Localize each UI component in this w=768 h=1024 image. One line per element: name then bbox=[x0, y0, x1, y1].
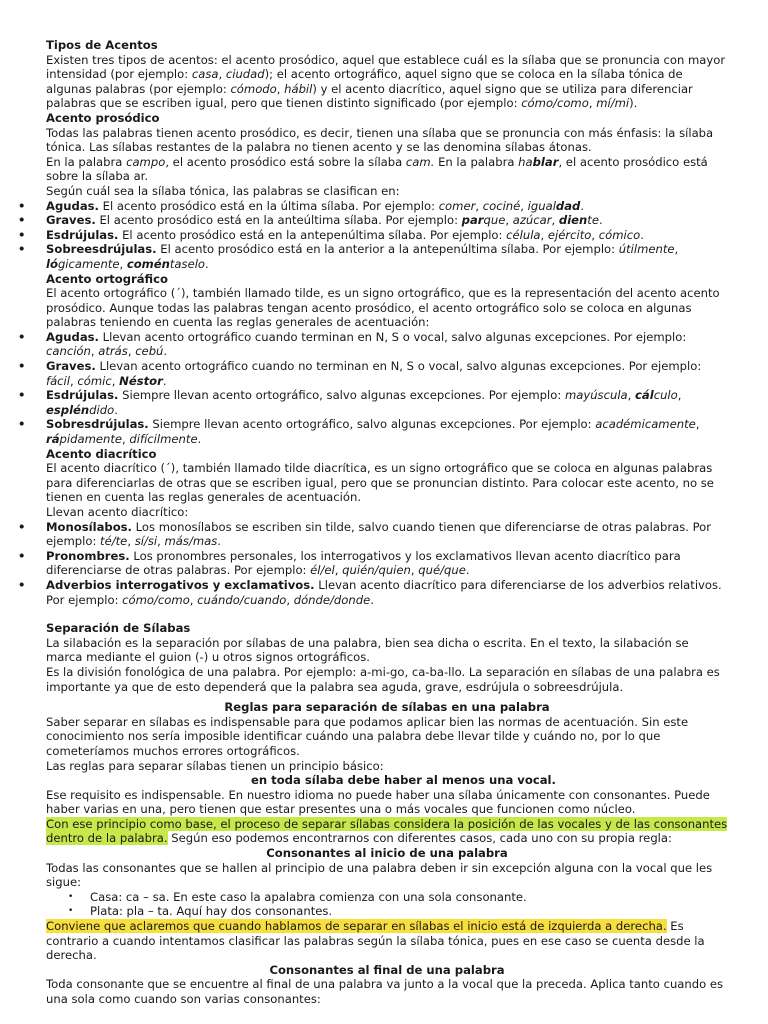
example: sí/si bbox=[134, 534, 158, 549]
example: quién/quien bbox=[342, 563, 411, 578]
text: ); el acento ortográfico, aquel signo que se coloca en la sílaba tónica de algunas palabras (por ejemplo: bbox=[46, 67, 683, 96]
paragraph-separacion-1: La silabación es la separación por sílabas de una palabra, bien sea dicha o escrita. En el texto, la silabación se marca mediante el guion (-) u otros signos ortográficos. bbox=[46, 635, 689, 665]
item-label: Sobresdrújulas. bbox=[46, 417, 149, 432]
item-label: Adverbios interrogativos y exclamativos. bbox=[46, 577, 315, 592]
text: ) y el acento diacrítico, aquel signo que se utiliza para diferenciar palabras que se escriben igual, pero que tienen distinto significado (por ejemplo: bbox=[46, 81, 693, 111]
item-label: Esdrújulas. bbox=[46, 227, 119, 242]
text: . bbox=[640, 227, 644, 242]
paragraph-principio-basico: en toda sílaba debe haber al menos una vocal. bbox=[251, 773, 556, 788]
list-item bbox=[46, 199, 728, 214]
example: canción bbox=[46, 344, 91, 359]
text: . bbox=[580, 198, 585, 213]
highlighted-text: Con ese principio como base, el proceso de separar sílabas considera la posición de las vocales y de las consonantes dentro de la palabra. bbox=[46, 816, 728, 846]
text: El acento prosódico está en la última sílaba. Por ejemplo: bbox=[98, 198, 439, 213]
text: Llevan acento ortográfico cuando terminan en N, S o vocal, salvo algunas excepciones. Por ejemplo: bbox=[98, 329, 687, 344]
example: cómodo bbox=[230, 81, 277, 96]
sep: , bbox=[127, 534, 135, 549]
sep: , bbox=[677, 388, 682, 403]
paragraph-ortografico-1: El acento ortográfico (´), también llamado tilde, es un signo ortográfico, que es la representación del acento acento prosódico. Aunque todas las palabras tengan acento prosódico, el acento ortográfico solo se coloca en algunas palabras teniendo en cuenta las reglas generales de acentuación: bbox=[46, 286, 720, 330]
example: azúcar bbox=[512, 213, 552, 228]
text: Llevan acento diacrítico para diferenciarse de los adverbios relativos. Por ejemplo: bbox=[46, 577, 722, 607]
list-item bbox=[46, 228, 728, 243]
sep: , bbox=[189, 592, 198, 607]
sep: , bbox=[410, 563, 419, 578]
example: pidamente bbox=[59, 432, 123, 447]
paragraph-diacritico-2: Llevan acento diacrítico: bbox=[46, 505, 189, 519]
example: ejército bbox=[547, 227, 592, 242]
list-item: • Plata: pla – ta. Aquí hay dos consonantes. bbox=[90, 904, 728, 919]
example: más/mas bbox=[164, 534, 218, 549]
example: célula bbox=[506, 227, 541, 242]
text: . bbox=[598, 213, 603, 228]
example: académicamente bbox=[595, 417, 696, 432]
sep: , bbox=[540, 227, 548, 242]
example-stressed: ló bbox=[46, 256, 58, 271]
example: taselo bbox=[169, 256, 206, 271]
example-stressed: Néstor bbox=[119, 373, 163, 388]
text: El acento prosódico está en la anterior a la antepenúltima sílaba. Por ejemplo: bbox=[156, 242, 619, 257]
example: difícilmente bbox=[129, 432, 198, 447]
list-ortografico bbox=[46, 330, 728, 447]
sep: , bbox=[674, 242, 679, 257]
list-prosodico bbox=[46, 199, 728, 272]
example: cebú bbox=[135, 344, 164, 359]
sep: , bbox=[127, 344, 136, 359]
example: campo bbox=[126, 154, 166, 169]
item-label: Graves. bbox=[46, 213, 96, 228]
item-label: Agudas. bbox=[46, 329, 99, 344]
example-stressed: par bbox=[461, 213, 484, 228]
item-label: Pronombres. bbox=[46, 548, 130, 563]
example: cómo/como bbox=[521, 96, 589, 111]
example: casa bbox=[191, 67, 219, 82]
item-label: Esdrújulas. bbox=[46, 388, 119, 403]
text: En la palabra bbox=[46, 154, 127, 169]
text: Siempre llevan acento ortográfico, salvo algunas excepciones. Por ejemplo: bbox=[148, 417, 596, 432]
text: Llevan acento ortográfico cuando no terminan en N, S o vocal, salvo algunas excepciones. Por ejemplo: bbox=[95, 359, 702, 374]
sep: , bbox=[122, 432, 130, 447]
paragraph-consonantes-final: Toda consonante que se encuentre al final de una palabra va junto a la vocal que la preceda. Aplica tanto cuando es una sola como cuando son varias consonantes: bbox=[46, 977, 724, 1006]
item-label: Sobreesdrújulas. bbox=[46, 242, 157, 257]
text: En la palabra bbox=[434, 154, 519, 169]
heading-consonantes-final: Consonantes al final de una palabra bbox=[269, 962, 505, 977]
example: cómo/como bbox=[122, 592, 190, 607]
paragraph-prosodico-3: Según cuál sea la sílaba tónica, las palabras se clasifican en: bbox=[46, 183, 400, 198]
list-consonantes-inicio bbox=[46, 890, 728, 919]
list-item bbox=[46, 330, 728, 359]
example: atrás bbox=[98, 344, 128, 359]
text: . bbox=[114, 402, 118, 417]
text: . bbox=[197, 432, 202, 447]
sep: , bbox=[334, 563, 343, 578]
heading-acento-ortografico: Acento ortográfico bbox=[46, 271, 168, 286]
sep: , bbox=[111, 373, 120, 388]
example-stressed: dad bbox=[555, 198, 581, 213]
example: té/te bbox=[100, 534, 128, 549]
example-stressed: dien bbox=[558, 213, 588, 228]
text: ). bbox=[629, 96, 638, 111]
example: él/el bbox=[310, 563, 335, 578]
list-diacritico bbox=[46, 520, 728, 608]
list-item: • Casa: ca – sa. En este caso la apalabra comienza con una sola consonante. bbox=[90, 890, 728, 905]
example: cómico bbox=[598, 227, 641, 242]
sep: , bbox=[119, 256, 127, 271]
sep: , bbox=[695, 417, 700, 432]
text: El acento prosódico está en la antepenúltima sílaba. Por ejemplo: bbox=[118, 227, 507, 242]
text: Los monosílabos se escriben sin tilde, salvo cuando tienen que diferenciarse de otras palabras. Por ejemplo: bbox=[46, 519, 712, 549]
text: Es contrario a cuando intentamos clasificar las palabras según la sílaba tónica, pues en ese caso se cuenta desde la derecha. bbox=[46, 919, 705, 963]
example: cociné bbox=[482, 198, 521, 213]
example: cam. bbox=[405, 154, 435, 169]
item-label: Graves. bbox=[46, 359, 96, 374]
paragraph-reglas-2: Las reglas para separar sílabas tienen un principio básico: bbox=[46, 758, 384, 773]
example: te bbox=[587, 213, 599, 228]
list-item bbox=[46, 242, 728, 271]
example-stressed: rá bbox=[46, 432, 60, 447]
heading-acento-diacritico: Acento diacrítico bbox=[46, 446, 157, 461]
text: Los pronombres personales, los interrogativos y los exclamativos llevan acento diacrítico para diferenciarse de otras palabras. Por ejemplo: bbox=[46, 548, 681, 578]
text: , bbox=[588, 96, 597, 111]
text: . bbox=[465, 563, 470, 578]
item-label: Monosílabos. bbox=[46, 519, 132, 534]
sep: , bbox=[157, 534, 165, 549]
text: Siempre llevan acento ortográfico, salvo algunas excepciones. Por ejemplo: bbox=[118, 388, 565, 403]
text: El acento prosódico está en la anteúltima sílaba. Por ejemplo: bbox=[95, 213, 462, 228]
sep: , bbox=[520, 198, 528, 213]
heading-separacion-de-silabas: Separación de Sílabas bbox=[46, 621, 191, 636]
example: gicamente bbox=[57, 256, 120, 271]
heading-reglas-separacion: Reglas para separación de sílabas en una palabra bbox=[224, 700, 550, 715]
example-stressed: comén bbox=[126, 256, 170, 271]
example: ciudad bbox=[225, 67, 265, 82]
example: qué/que bbox=[418, 563, 466, 578]
list-item bbox=[46, 359, 728, 388]
sep: , bbox=[591, 227, 599, 242]
example-stressed: cál bbox=[635, 388, 654, 403]
example: cómic bbox=[77, 373, 112, 388]
paragraph-reglas-3: Ese requisito es indispensable. En nuestro idioma no puede haber una sílaba únicamente con consonantes. Puede haber varias en una, pero tienen que estar presentes una o más vocales que funcionen como núcleo. bbox=[46, 787, 710, 817]
example-stressed: blar bbox=[532, 154, 559, 169]
example: comer bbox=[438, 198, 476, 213]
item-label: Agudas. bbox=[46, 198, 99, 213]
example: mí/mi bbox=[596, 96, 630, 111]
example: dónde/donde bbox=[293, 592, 371, 607]
example: que bbox=[483, 213, 506, 228]
example: dido bbox=[89, 402, 115, 417]
example: fácil bbox=[46, 373, 71, 388]
text: . bbox=[163, 344, 168, 359]
paragraph-reglas-4 bbox=[46, 817, 728, 846]
sep: , bbox=[90, 344, 99, 359]
paragraph-diacritico-1: El acento diacrítico (´), también llamado tilde diacrítica, es un signo ortográfico que se coloca en algunas palabras para diferenciarlas de otras que se escriben igual, pero que se pronuncian distinto. Para colocar este acento, no se tienen en cuenta las reglas generales de acentuación. bbox=[46, 461, 714, 505]
sep: , bbox=[551, 213, 559, 228]
text: Existen tres tipos de acentos: el acento prosódico, aquel que establece cuál es la sílaba que se pronuncia con mayor intensidad (por ejemplo: bbox=[46, 52, 726, 82]
heading-consonantes-inicio: Consonantes al inicio de una palabra bbox=[266, 846, 508, 861]
paragraph-prosodico-1: Todas las palabras tienen acento prosódico, es decir, tienen una sílaba que se pronuncia con más énfasis: la sílaba tónica. Las sílabas restantes de la palabra no tienen acento y se las denomina sílabas átonas. bbox=[46, 125, 714, 155]
text: . bbox=[162, 373, 167, 388]
text: . bbox=[217, 534, 221, 549]
highlighted-text: Conviene que aclaremos que cuando hablamos de separar en sílabas el inicio está de izquierda a derecha. bbox=[46, 919, 667, 934]
paragraph-intro bbox=[46, 53, 728, 111]
list-item bbox=[46, 213, 728, 228]
example: igual bbox=[527, 198, 556, 213]
heading-acento-prosodico: Acento prosódico bbox=[46, 110, 160, 125]
paragraph-consonantes-inicio-nota bbox=[46, 919, 728, 963]
list-item bbox=[46, 549, 728, 578]
example: culo bbox=[653, 388, 678, 403]
paragraph-prosodico-2 bbox=[46, 155, 728, 184]
list-item bbox=[46, 417, 728, 446]
list-item bbox=[46, 520, 728, 549]
example: útilmente bbox=[618, 242, 675, 257]
text: Según eso podemos encontrarnos con diferentes casos, cada uno con su propia regla: bbox=[167, 831, 672, 846]
example: ha bbox=[518, 154, 533, 169]
paragraph-reglas-1: Saber separar en sílabas es indispensable para que podamos aplicar bien las normas de acentuación. Sin este conocimiento nos sería imposible identificar cuándo una palabra debe llevar tilde y cuándo no, por lo que cometeríamos muchos errores ortográficos. bbox=[46, 714, 689, 758]
example: cuándo/cuando bbox=[197, 592, 287, 607]
text: , bbox=[218, 67, 226, 82]
example: hábil bbox=[284, 81, 313, 96]
text: . bbox=[205, 256, 209, 271]
sep: , bbox=[475, 198, 483, 213]
text: . bbox=[370, 592, 374, 607]
paragraph-separacion-2: Es la división fonológica de una palabra. Por ejemplo: a-mi-go, ca-ba-llo. La separación en sílabas de una palabra es importante ya que de esto dependerá que la palabra sea aguda, grave, esdrújula o sobreesdrújula. bbox=[46, 664, 720, 694]
sep: , bbox=[286, 592, 294, 607]
paragraph-consonantes-inicio: Todas las consonantes que se hallen al principio de una palabra deben ir sin excepción alguna con la vocal que les sigue: bbox=[46, 860, 713, 890]
heading-tipos-de-acentos: Tipos de Acentos bbox=[46, 38, 158, 52]
list-item bbox=[46, 388, 728, 417]
example: mayúscula bbox=[564, 388, 628, 403]
text: , bbox=[276, 81, 285, 96]
text: , el acento prosódico está sobre la sílaba ar. bbox=[46, 154, 708, 184]
sep: , bbox=[505, 213, 513, 228]
sep: , bbox=[627, 388, 636, 403]
spacer bbox=[46, 607, 728, 621]
example-stressed: esplén bbox=[46, 402, 90, 417]
list-item bbox=[46, 578, 728, 607]
sep: , bbox=[70, 373, 78, 388]
text: , el acento prosódico está sobre la sílaba bbox=[165, 154, 406, 169]
